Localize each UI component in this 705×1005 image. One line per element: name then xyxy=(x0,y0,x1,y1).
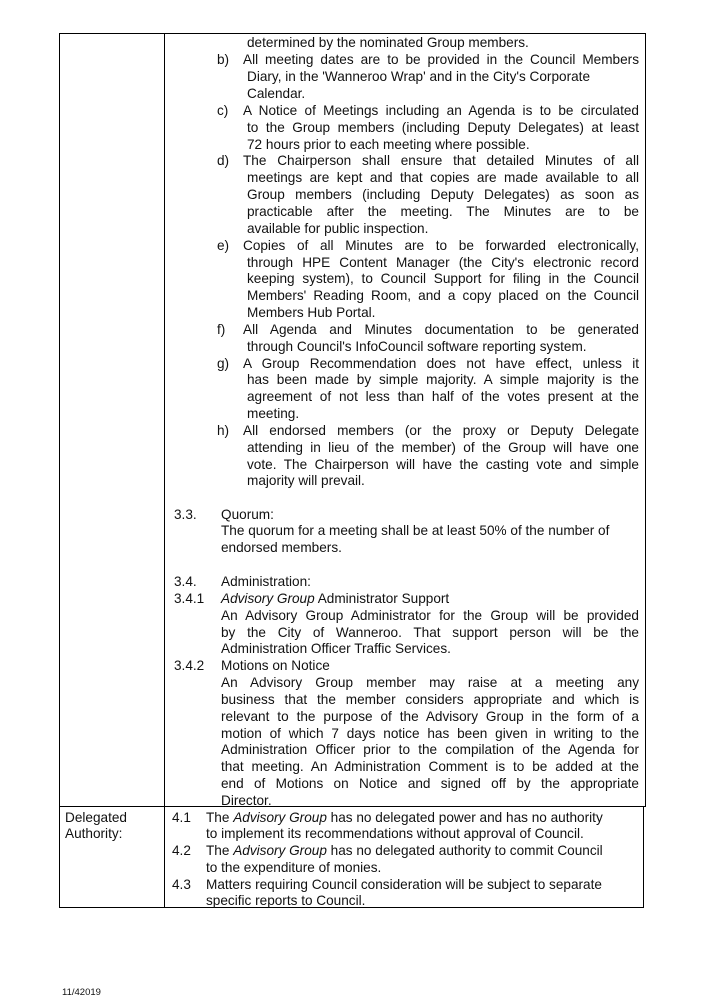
section-line: that meeting. An Administration Comment is to be added at the xyxy=(221,759,639,774)
item-line xyxy=(206,810,603,827)
item-line: through HPE Content Manager (the City's electronic record xyxy=(247,255,639,270)
section-line: by the City of Wanneroo. That support person will be the xyxy=(221,625,639,640)
section-line: Administration Officer Traffic Services. xyxy=(221,641,451,656)
section-heading: Administration: xyxy=(221,574,311,589)
item-line: 72 hours prior to each meeting where possible. xyxy=(247,137,530,152)
section-line: relevant to the purpose of the Advisory Group in the form of a xyxy=(221,709,639,724)
section-line: endorsed members. xyxy=(221,540,342,555)
page-footer: 11/42019 xyxy=(62,987,101,998)
subsection-number: 3.4.2 xyxy=(174,658,205,673)
item-number: 4.2 xyxy=(172,843,191,858)
table-right-border-upper xyxy=(645,33,646,806)
italic-term: Advisory Group xyxy=(233,843,327,858)
row-label: Authority: xyxy=(65,826,123,841)
table-left-border xyxy=(59,33,60,908)
item-line: specific reports to Council. xyxy=(206,893,366,908)
item-line xyxy=(206,843,603,860)
item-line: Copies of all Minutes are to be forwarded electronically, xyxy=(243,238,639,253)
item-label: h) xyxy=(217,423,230,438)
item-line: The Chairperson shall ensure that detailed Minutes of all xyxy=(243,153,639,168)
section-heading: Quorum: xyxy=(221,507,274,522)
text-post: has no delegated power and has no authority xyxy=(326,810,603,825)
item-label: g) xyxy=(217,356,230,371)
item-line: available for public inspection. xyxy=(247,221,429,236)
item-line: All meeting dates are to be provided in the Council Members xyxy=(243,52,639,67)
item-line: Diary, in the 'Wanneroo Wrap' and in the City's Corporate xyxy=(247,69,591,84)
item-label: b) xyxy=(217,52,230,67)
item-line: majority will prevail. xyxy=(247,473,365,488)
section-line: The quorum for a meeting shall be at least 50% of the number of xyxy=(221,523,610,538)
item-line: Matters requiring Council consideration will be subject to separate xyxy=(206,877,602,892)
item-line: Members' Reading Room, and a copy placed on the Council xyxy=(247,288,639,303)
item-line: attending in lieu of the member) of the Group will have one xyxy=(247,440,639,455)
row-divider-left xyxy=(59,806,165,807)
section-line: motion of which 7 days notice has been given in writing to the xyxy=(221,726,639,741)
section-line: An Advisory Group member may raise at a meeting any xyxy=(221,675,639,690)
item-line: practicable after the meeting. The Minutes are to be xyxy=(247,204,639,219)
section-number: 3.4. xyxy=(174,574,197,589)
column-divider xyxy=(164,33,165,908)
item-line: vote. The Chairperson will have the casting vote and simple xyxy=(247,457,639,472)
item-line: All endorsed members (or the proxy or Deputy Delegate xyxy=(243,423,639,438)
subsection-heading: Motions on Notice xyxy=(221,658,330,673)
continued-text: determined by the nominated Group members. xyxy=(247,35,529,50)
text-post: has no delegated authority to commit Council xyxy=(326,843,603,858)
item-label: f) xyxy=(217,322,226,337)
item-line: meetings are kept and that copies are made available to all xyxy=(247,170,639,185)
section-line: An Advisory Group Administrator for the Group will be provided xyxy=(221,608,639,623)
table-top-border xyxy=(59,33,646,34)
item-line: to the Group members (including Deputy Delegates) at least xyxy=(247,120,639,135)
section-number: 3.3. xyxy=(174,507,197,522)
heading-rest: Administrator Support xyxy=(314,591,450,606)
item-line: A Group Recommendation does not have effect, unless it xyxy=(243,356,639,371)
subsection-number: 3.4.1 xyxy=(174,591,205,606)
item-number: 4.1 xyxy=(172,810,191,825)
italic-term: Advisory Group xyxy=(221,591,315,606)
item-line: to the expenditure of monies. xyxy=(206,860,382,875)
section-line: business that the member considers appropriate and which is xyxy=(221,692,639,707)
table-right-border-lower xyxy=(643,806,644,908)
item-line: Calendar. xyxy=(247,86,306,101)
item-number: 4.3 xyxy=(172,877,191,892)
item-line: agreement of not less than half of the votes present at the xyxy=(247,389,639,404)
item-line: keeping system), to Council Support for filing in the Council xyxy=(247,271,639,286)
section-line: end of Motions on Notice and signed off by the appropriate xyxy=(221,776,639,791)
item-line: Group members (including Deputy Delegates) as soon as xyxy=(247,187,639,202)
italic-term: Advisory Group xyxy=(233,810,327,825)
item-label: e) xyxy=(217,238,230,253)
item-line: All Agenda and Minutes documentation to be generated xyxy=(243,322,639,337)
row-label: Delegated xyxy=(65,810,127,825)
text-pre: The xyxy=(206,843,234,858)
section-line: Director. xyxy=(221,793,272,808)
item-label: c) xyxy=(217,103,229,118)
item-line: through Council's InfoCouncil software reporting system. xyxy=(247,339,587,354)
item-line: Members Hub Portal. xyxy=(247,305,376,320)
item-line: meeting. xyxy=(247,406,300,421)
item-line: to implement its recommendations without approval of Council. xyxy=(206,826,584,841)
item-line: A Notice of Meetings including an Agenda is to be circulated xyxy=(243,103,639,118)
section-line: Administration Officer prior to the compilation of the Agenda for xyxy=(221,742,639,757)
item-line: has been made by simple majority. A simple majority is the xyxy=(247,372,639,387)
subsection-heading xyxy=(221,591,449,608)
text-pre: The xyxy=(206,810,234,825)
item-label: d) xyxy=(217,153,230,168)
